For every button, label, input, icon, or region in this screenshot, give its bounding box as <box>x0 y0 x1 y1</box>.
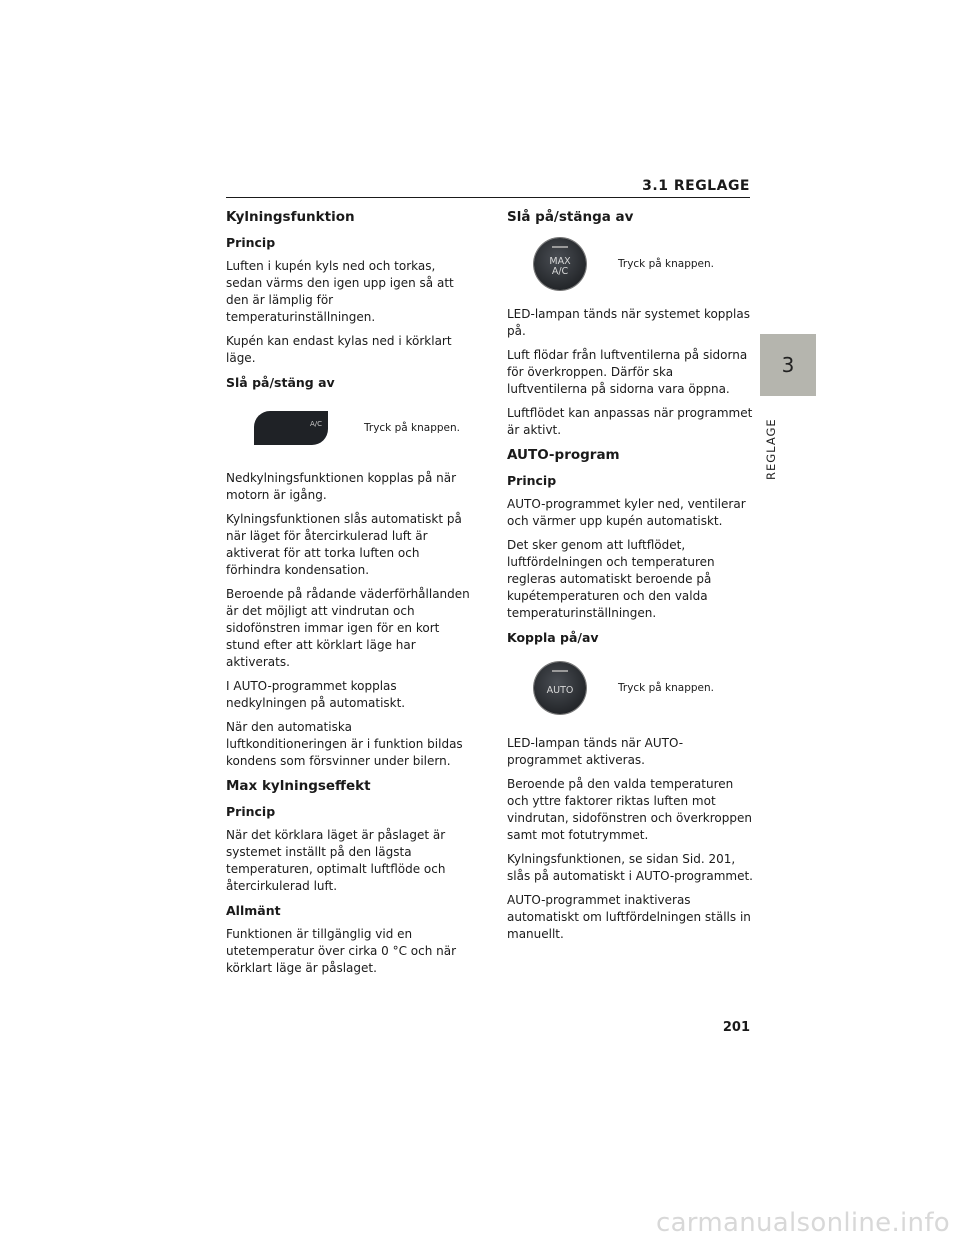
heading-auto-program: AUTO-program <box>507 447 620 463</box>
paragraph: Kylningsfunktionen, se sidan Sid. 201, slås på automatiskt i AUTO-programmet. <box>507 852 753 883</box>
max-ac-label-line1: MAX <box>549 256 571 267</box>
paragraph: När det körklara läget är påslaget är systemet inställt på den lägsta temperaturen, optimalt luftflöde och återcirkulerad luft. <box>226 828 446 893</box>
right-column <box>507 208 753 950</box>
ac-button-figure <box>226 398 472 458</box>
ac-button-caption: Tryck på knappen. <box>364 422 460 434</box>
auto-button-caption: Tryck på knappen. <box>618 682 714 694</box>
paragraph: Beroende på den valda temperaturen och yttre faktorer riktas luften mot vindrutan, sidofönstren och överkroppen samt mot fotutrymmet. <box>507 777 752 842</box>
chapter-number: 3 <box>781 353 795 377</box>
heading-koppla-pa-av: Koppla på/av <box>507 630 599 645</box>
paragraph: Kylningsfunktionen slås automatiskt på när läget för återcirkulerad luft är aktiverat för att torka luften och förhindra kondensation. <box>226 512 462 577</box>
paragraph: I AUTO-programmet kopplas nedkylningen på automatiskt. <box>226 679 406 710</box>
heading-sla-pa-stang-av: Slå på/stäng av <box>226 375 335 390</box>
paragraph: Luftflödet kan anpassas när programmet är aktivt. <box>507 406 753 437</box>
paragraph: Luften i kupén kyls ned och torkas, sedan värms den igen upp igen så att den är lämplig för temperaturinställningen. <box>226 259 454 324</box>
chapter-label: REGLAGE <box>764 418 778 480</box>
max-ac-button-image <box>534 238 586 290</box>
page-number: 201 <box>722 1020 750 1035</box>
heading-sla-pa-stanga-av: Slå på/stänga av <box>507 209 634 225</box>
paragraph: Det sker genom att luftflödet, luftfördelningen och temperaturen regleras automatiskt beroende på kupétemperaturen och den valda temperaturinställningen. <box>507 538 715 620</box>
led-indicator <box>552 246 568 248</box>
ac-button-label: A/C <box>309 420 322 428</box>
paragraph: LED-lampan tänds när AUTO-programmet aktiveras. <box>507 736 684 767</box>
left-column <box>226 208 472 984</box>
paragraph: AUTO-programmet kyler ned, ventilerar och värmer upp kupén automatiskt. <box>507 497 746 528</box>
chapter-tab <box>760 334 816 396</box>
heading-kylningsfunktion: Kylningsfunktion <box>226 209 355 225</box>
section-header: 3.1 REGLAGE <box>226 178 750 198</box>
led-indicator <box>552 670 568 672</box>
heading-princip: Princip <box>226 235 276 250</box>
ac-button-image <box>254 411 328 445</box>
max-ac-button-caption: Tryck på knappen. <box>618 258 714 270</box>
paragraph: Luft flödar från luftventilerna på sidorna för överkroppen. Därför ska luftventilerna på sidorna vara öppna. <box>507 348 748 396</box>
max-ac-button-figure <box>507 234 753 294</box>
heading-princip: Princip <box>226 804 276 819</box>
paragraph: Beroende på rådande väderförhållanden är det möjligt att vindrutan och sidofönstren immar igen för en kort stund efter att körklart läge har aktiverats. <box>226 587 470 669</box>
auto-button-figure <box>507 653 753 723</box>
heading-allmant: Allmänt <box>226 903 281 918</box>
paragraph: LED-lampan tänds när systemet kopplas på. <box>507 307 750 338</box>
paragraph: Kupén kan endast kylas ned i körklart läge. <box>226 334 452 365</box>
paragraph: AUTO-programmet inaktiveras automatiskt om luftfördelningen ställs in manuellt. <box>507 893 751 941</box>
paragraph: När den automatiska luftkonditioneringen är i funktion bildas kondens som försvinner under bilern. <box>226 720 463 768</box>
watermark: carmanualsonline.info <box>655 1208 950 1238</box>
heading-max-kylningseffekt: Max kylningseffekt <box>226 778 371 794</box>
paragraph: Nedkylningsfunktionen kopplas på när motorn är igång. <box>226 471 457 502</box>
paragraph: Funktionen är tillgänglig vid en utetemperatur över cirka 0 °C och när körklart läge är påslaget. <box>226 927 457 975</box>
auto-button-image <box>534 662 586 714</box>
heading-princip: Princip <box>507 473 557 488</box>
max-ac-label-line2: A/C <box>551 266 569 277</box>
auto-button-label: AUTO <box>546 685 574 696</box>
